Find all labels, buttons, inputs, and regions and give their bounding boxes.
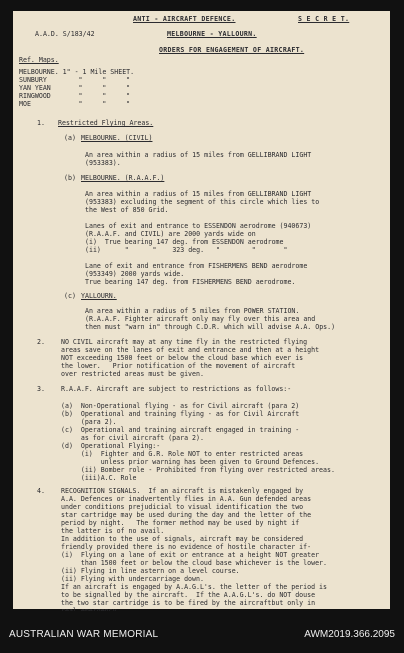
footer-credit: AUSTRALIAN WAR MEMORIAL xyxy=(9,629,159,640)
footer-accession-number: AWM2019.366.2095 xyxy=(304,629,395,640)
text-line: NO CIVIL aircraft may at any time fly in the restricted flying xyxy=(61,338,308,346)
text-line: (a) Non-Operational flying - as for Civil aircraft (para 2) xyxy=(61,402,300,410)
text-line: period by night. The former method may be used by night if xyxy=(61,519,300,527)
section-title: Restricted Flying Areas. xyxy=(58,119,154,127)
text-line: (i) Fighter and G.R. Role NOT to enter restricted areas xyxy=(61,450,304,458)
text-line: NOT exceeding 1500 feet or below the cloud base which ever is xyxy=(61,354,304,362)
map-line: RINGWOOD " " " xyxy=(19,92,131,100)
document-subtitle: MELBOURNE - YALLOURN. xyxy=(167,30,257,38)
text-line: In addition to the use of signals, aircraft may be considered xyxy=(61,535,304,543)
text-line: over restricted areas must be given. xyxy=(61,370,204,378)
text-line: the West of 850 Grid. xyxy=(85,206,169,214)
map-line: MELBOURNE. 1" - 1 Mile SHEET. xyxy=(19,68,135,76)
text-line: (953383). xyxy=(85,159,121,167)
item-label: (b) xyxy=(64,174,76,182)
ref-maps-label: Ref. Maps. xyxy=(19,56,59,64)
section-number: 1. xyxy=(37,119,45,127)
text-line: the lower. Prior notification of the movement of aircraft xyxy=(61,362,296,370)
text-line: R.A.A.F. Aircraft are subject to restrictions as follows:- xyxy=(61,385,292,393)
text-line: then must "warn in" through C.D.R. which will advise A.A. Ops.) xyxy=(85,323,336,331)
text-line: (953383) excluding the segment of this circle which lies to xyxy=(85,198,320,206)
text-line: Lane of exit and entrance from FISHERMENS BEND aerodrome xyxy=(85,262,308,270)
text-line: An area within a radius of 5 miles from POWER STATION. xyxy=(85,307,300,315)
text-line: An area within a radius of 15 miles from GELLIBRAND LIGHT xyxy=(85,151,312,159)
text-line: (ii) Bomber role - Prohibited from flying over restricted areas. xyxy=(61,466,335,474)
text-line: (b) Operational and training flying - as for Civil Aircraft xyxy=(61,410,300,418)
text-line: star cartridge may be used during the day and the letter of the xyxy=(61,511,312,519)
document-title: ANTI - AIRCRAFT DEFENCE. xyxy=(133,15,236,23)
text-line: areas save on the lanes of exit and entrance and then at a height xyxy=(61,346,320,354)
text-line: as for civil aircraft (para 2). xyxy=(61,434,204,442)
text-line: than 1500 feet or below the cloud base whichever is the lower. xyxy=(61,559,327,567)
text-line: If an aircraft is engaged by A.A.G.L's. the letter of the period is xyxy=(61,583,327,591)
text-line: An area within a radius of 15 miles from GELLIBRAND LIGHT xyxy=(85,190,312,198)
text-line: friendly provided there is no evidence of hostile character if- xyxy=(61,543,312,551)
reference-number: A.A.D. S/183/42 xyxy=(35,30,95,38)
item-title: MELBOURNE. (R.A.A.F.) xyxy=(81,174,165,182)
text-line: the two star cartridge is to be fired by the aircraftbut only in xyxy=(61,599,316,607)
map-line: SUNBURY " " " xyxy=(19,76,131,84)
text-line: Lanes of exit and entrance to ESSENDON aerodrome (940673) xyxy=(85,222,312,230)
text-line: under conditions prejudicial to visual identification the two xyxy=(61,503,304,511)
text-line: (ii) " " 323 deg. " " " xyxy=(85,246,288,254)
classification-label: S E C R E T. xyxy=(298,15,350,23)
item-title: YALLOURN. xyxy=(81,292,117,300)
text-line: (i) True bearing 147 deg. from ESSENDON aerodrome xyxy=(85,238,284,246)
text-line: to be signalled by the aircraft. If the A.A.G.L's. do NOT douse xyxy=(61,591,316,599)
map-line: YAN YEAN " " " xyxy=(19,84,131,92)
item-label: (c) xyxy=(64,292,76,300)
text-line: A.A. Defences or inadvertently flies in A.A. Gun defended areas xyxy=(61,495,312,503)
orders-title: ORDERS FOR ENGAGEMENT OF AIRCRAFT. xyxy=(159,46,305,54)
text-line: (R.A.A.F. Fighter aircraft only may fly over this area and xyxy=(85,315,316,323)
text-line: (ii) Flying with undercarriage down. xyxy=(61,575,204,583)
text-line: (iii)A.C. Role xyxy=(61,474,137,482)
text-line: (c) Operational and training aircraft engaged in training - xyxy=(61,426,300,434)
text-line: (para 2). xyxy=(61,418,117,426)
text-line: (953349) 2000 yards wide. xyxy=(85,270,185,278)
item-label: (a) xyxy=(64,134,76,142)
text-line: True bearing 147 deg. from FISHERMENS BEND aerodrome. xyxy=(85,278,296,286)
item-title: MELBOURNE. (CIVIL) xyxy=(81,134,153,142)
text-line: RECOGNITION SIGNALS. If an aircraft is mistakenly engaged by xyxy=(61,487,304,495)
section-number: 3. xyxy=(37,385,45,393)
text-line: (i) Flying on a lane of exit or entrance at a height NOT greater xyxy=(61,551,320,559)
document-page xyxy=(13,11,390,609)
text-line: unless prior warning has been given to Ground Defences. xyxy=(61,458,320,466)
map-line: MOE " " " xyxy=(19,100,131,108)
section-number: 4. xyxy=(37,487,45,495)
text-line: (R.A.A.F. and CIVIL) are 2000 yards wide on xyxy=(85,230,256,238)
text-line: (ii) Flying in line astern on a level course. xyxy=(61,567,240,575)
text-line: the latter is of no avail. xyxy=(61,527,165,535)
text-line: (d) Operational Flying:- xyxy=(61,442,161,450)
section-number: 2. xyxy=(37,338,45,346)
